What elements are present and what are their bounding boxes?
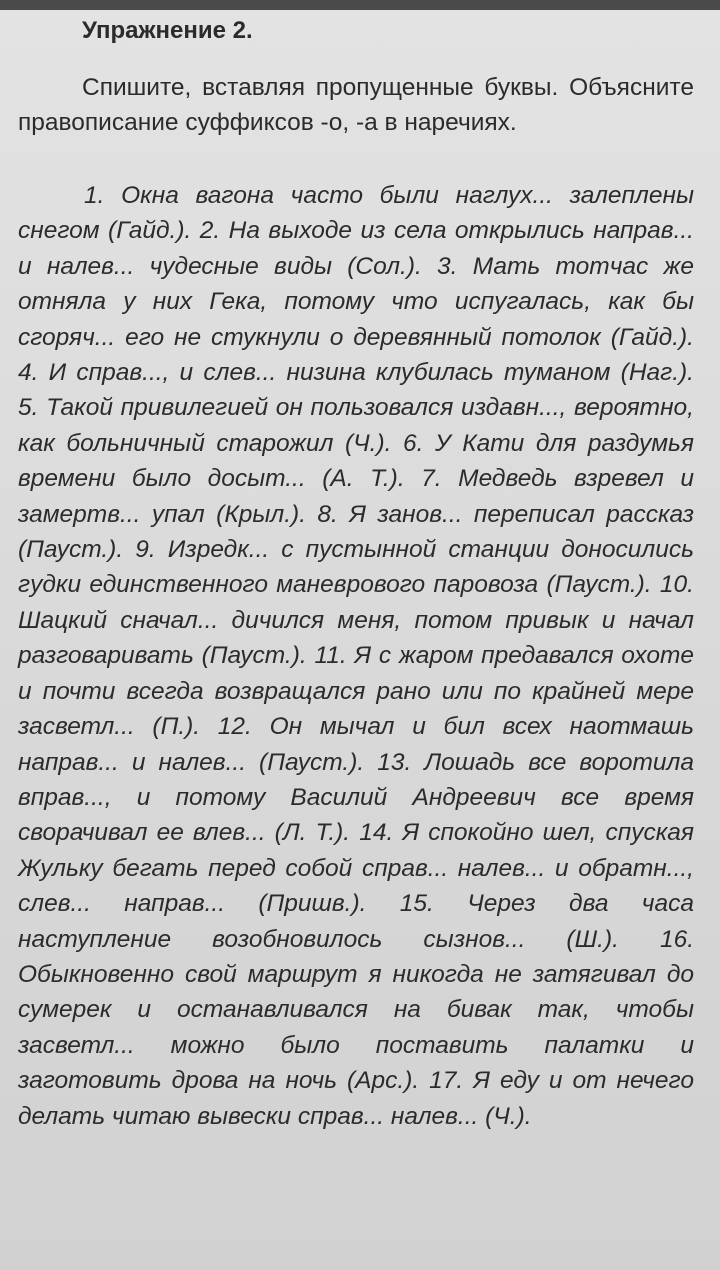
top-bar bbox=[0, 0, 720, 10]
exercise-instruction bbox=[18, 70, 694, 140]
instruction-text: Спишите, вставляя пропущенные буквы. Объясните правописание суффиксов -о, -а в наречиях. bbox=[18, 74, 694, 136]
exercise-title: Упражнение 2. bbox=[82, 17, 253, 44]
exercise-text: 1. Окна вагона часто были наглух... залеплены снегом (Гайд.). 2. На выходе из села открылись направ... и налев... чудесные виды (Сол.). 3. Мать тотчас же отняла у них Гека, потому что испугалась, как бы сгоряч... его не стукнули о деревянный потолок (Гайд.). 4. И справ..., и слев... низина клубилась туманом (Наг.). 5. Такой привилегией он пользовался издавн..., вероятно, как больничный старожил (Ч.). 6. У Кати для раздумья времени было досыт... (А. Т.). 7. Медведь взревел и замертв... упал (Крыл.). 8. Я занов... переписал рассказ (Пауст.). 9. Изредк... с пустынной станции доносились гудки единственного маневрового паровоза (Пауст.). 10. Шацкий сначал... дичился меня, потом привык и начал разговаривать (Пауст.). 11. Я с жаром предавался охоте и почти всегда возвращался рано или по крайней мере засветл... (П.). 12. Он мычал и бил всех наотмашь направ... и налев... (Пауст.). 13. Лошадь все воротила вправ..., и потому Василий Андреевич все время сворачивал ее влев... (Л. Т.). 14. Я спокойно шел, спуская Жульку бегать перед собой справ... налев... и обратн..., слев... направ... (Пришв.). 15. Через два часа наступление возобновилось сызнов... (Ш.). 16. Обыкновенно свой маршрут я никогда не затягивал до сумерек и останавливался на бивак так, чтобы засветл... можно было поставить палатки и заготовить дрова на ночь (Арс.). 17. Я еду и от нечего делать читаю вывески справ... налев... (Ч.). bbox=[18, 182, 694, 1130]
exercise-sentences bbox=[18, 178, 694, 1134]
textbook-page bbox=[0, 10, 720, 1270]
